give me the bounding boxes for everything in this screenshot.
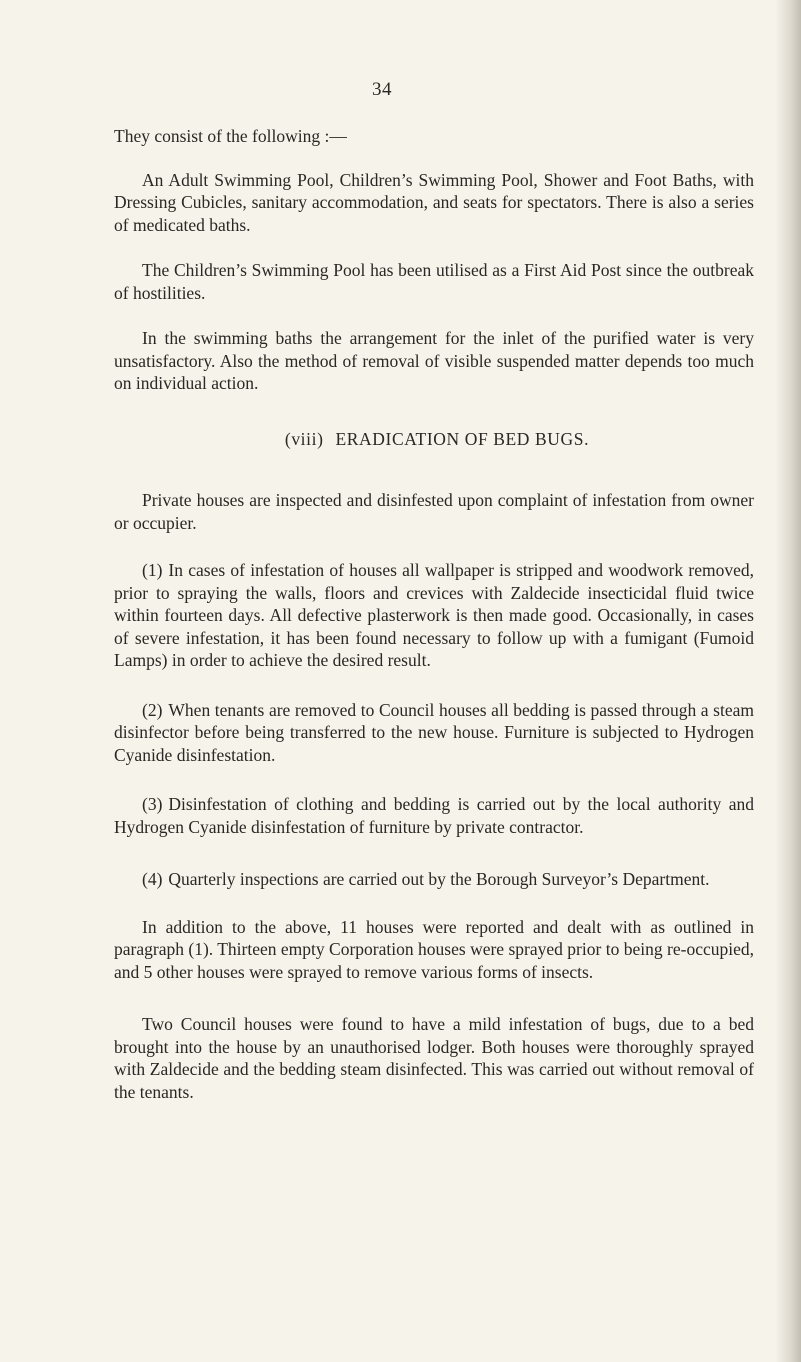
page-edge-shadow: [775, 0, 801, 1362]
paragraph-council-houses: Two Council houses were found to have a mild infestation of bugs, due to a bed brought into the house by an unauthorised lodger. Both houses were thoroughly sprayed with Zaldecide and the bedding steam disinfected. This was carried out without removal of the tenants.: [114, 1014, 754, 1102]
list-item-number: (3): [142, 794, 163, 814]
page-content: [114, 125, 754, 1103]
intro-line: They consist of the following :—: [114, 126, 347, 146]
list-item-number: (2): [142, 699, 163, 720]
paragraph-facilities: An Adult Swimming Pool, Children’s Swimming Pool, Shower and Foot Baths, with Dressing Cubicles, sanitary accommodation, and seats for spectators. There is also a series of medicated baths.: [114, 169, 754, 235]
list-item-number: (4): [142, 869, 163, 889]
paragraph-swimming-baths: In the swimming baths the arrangement for the inlet of the purified water is very unsatisfactory. Also the method of removal of visible suspended matter depends too much on individual action.: [114, 328, 754, 393]
section-number: (viii): [284, 428, 324, 449]
section-heading: [114, 428, 754, 451]
section-title: ERADICATION OF BED BUGS.: [335, 428, 590, 449]
list-item-text: In cases of infestation of houses all wallpaper is stripped and woodwork removed, prior to spraying the walls, floors and crevices with Zaldecide insecticidal fluid twice within fourteen days. All defective plasterwork is then made good. Occasionally, in cases of severe infestation, it has been found necessary to follow up with a fumigant (Fumoid Lamps) in order to achieve the desired result.: [114, 560, 754, 670]
list-item-2: [114, 699, 754, 767]
list-item-4: [114, 868, 754, 891]
list-item-number: (1): [142, 560, 163, 580]
list-item-3: [114, 793, 754, 838]
paragraph-first-aid-post: The Children’s Swimming Pool has been utilised as a First Aid Post since the outbreak of hostilities.: [114, 260, 754, 303]
list-item-text: When tenants are removed to Council houses all bedding is passed through a steam disinfector before being transferred to the new house. Furniture is subjected to Hydrogen Cyanide disinfestation.: [114, 699, 754, 765]
list-item-1: [114, 559, 754, 672]
list-item-text: Quarterly inspections are carried out by the Borough Surveyor’s Department.: [168, 869, 710, 889]
page-number: 34: [372, 79, 392, 100]
list-item-text: Disinfestation of clothing and bedding is carried out by the local authority and Hydrogen Cyanide disinfestation of furniture by private contractor.: [114, 794, 754, 837]
paragraph-section-intro: Private houses are inspected and disinfested upon complaint of infestation from owner or occupier.: [114, 490, 754, 533]
paragraph-additional-houses: In addition to the above, 11 houses were reported and dealt with as outlined in paragraph (1). Thirteen empty Corporation houses were sprayed prior to being re-occupied, and 5 other houses were sprayed to remove various forms of insects.: [114, 916, 754, 982]
